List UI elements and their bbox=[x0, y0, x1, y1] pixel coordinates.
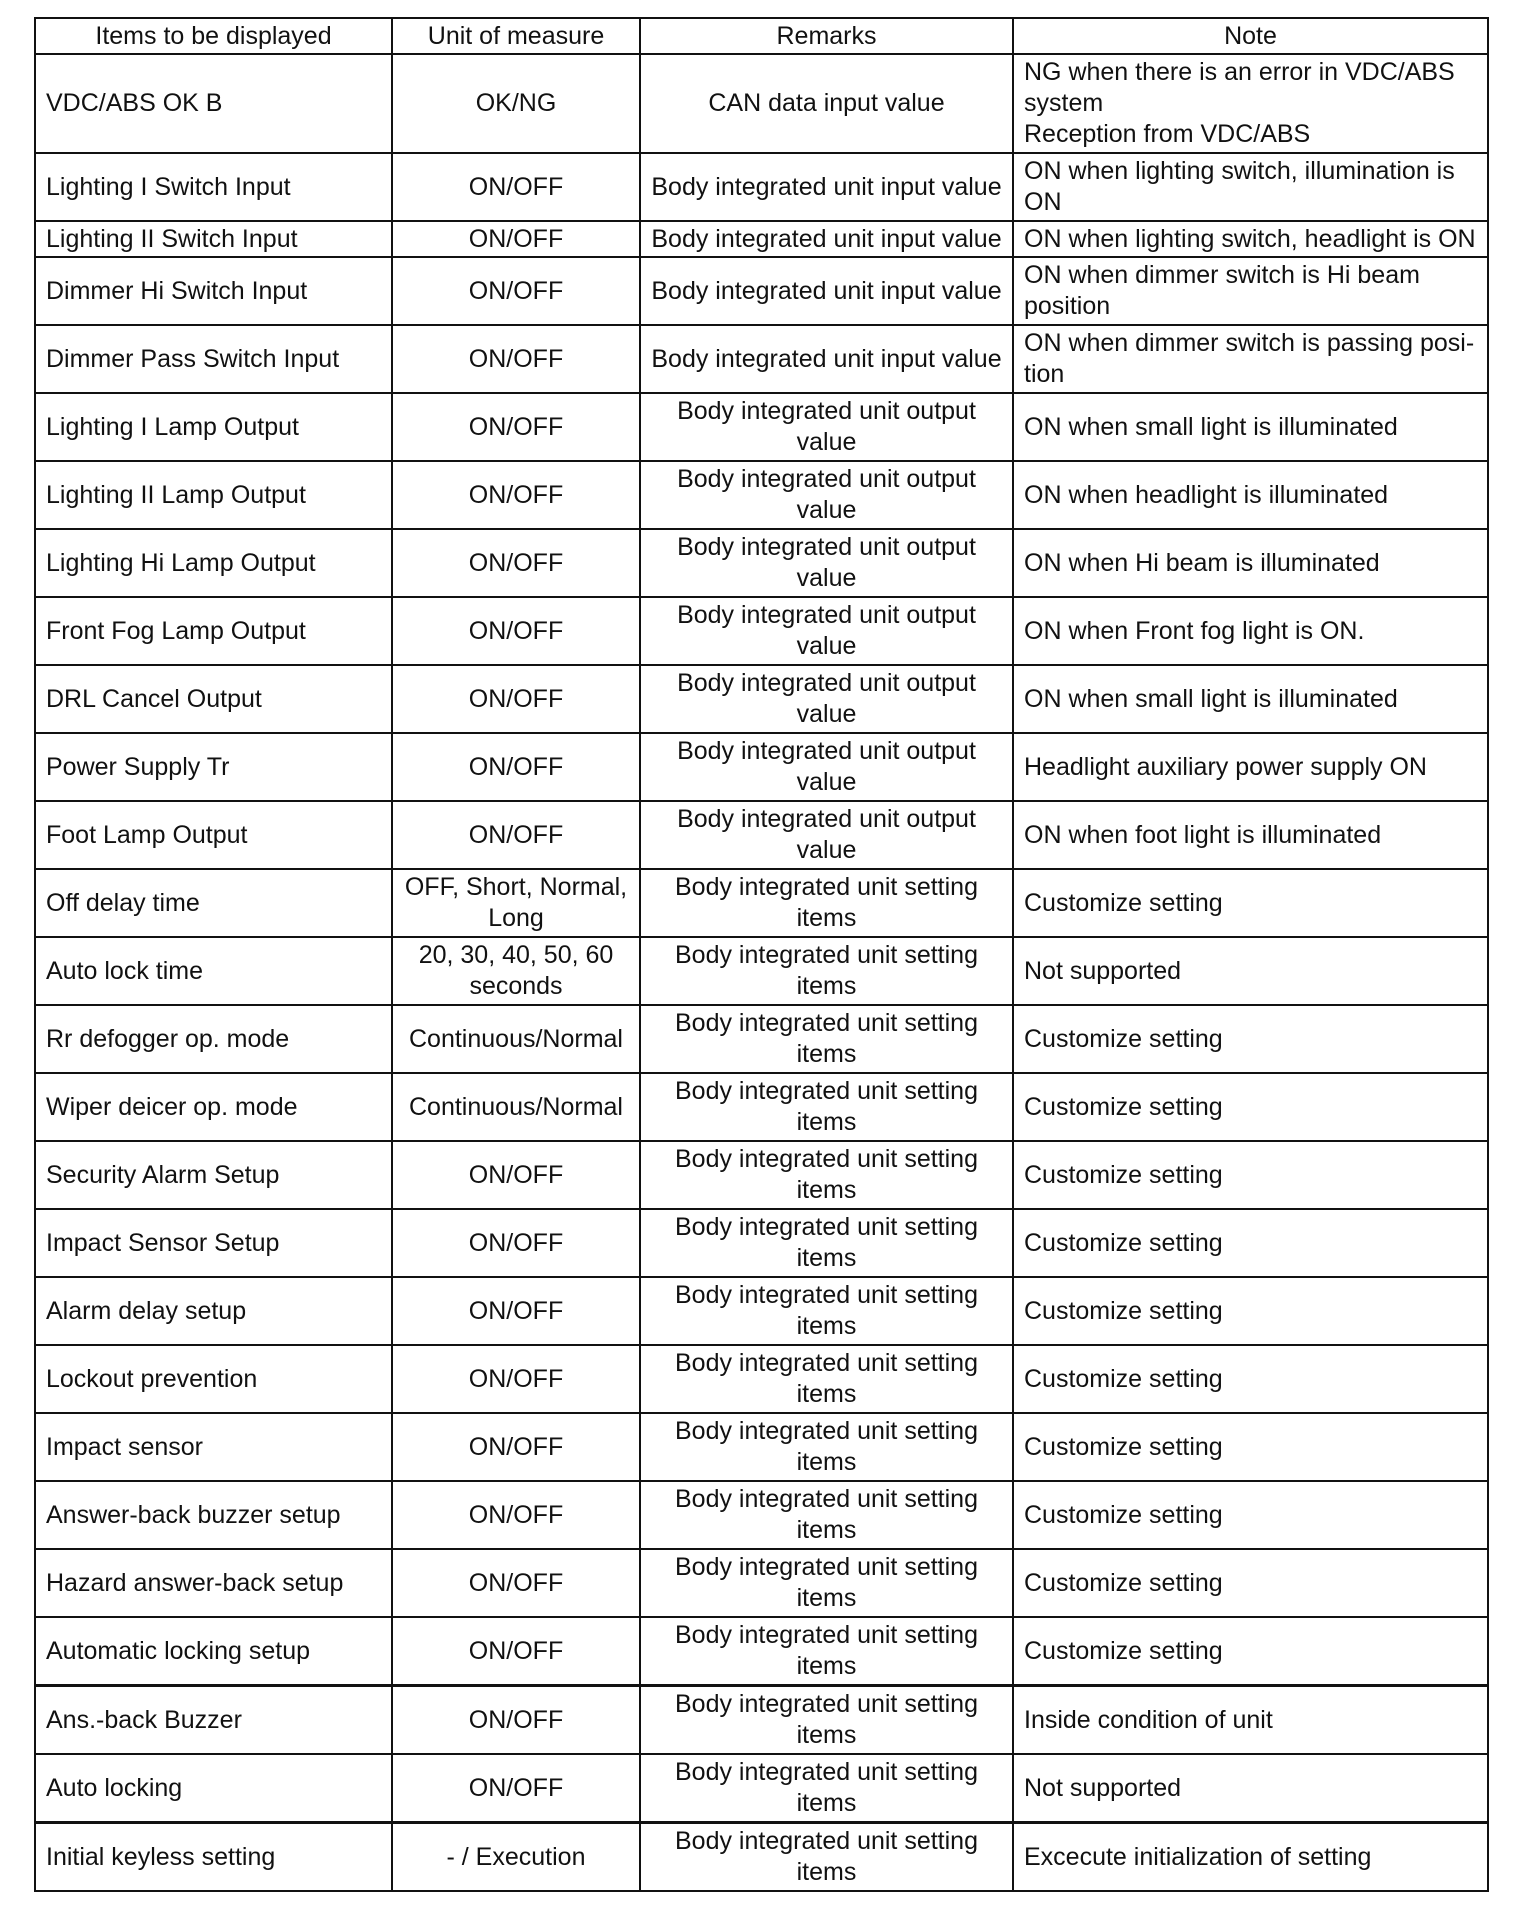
table-row bbox=[35, 1209, 1488, 1277]
table-row bbox=[35, 325, 1488, 393]
header-remarks: Remarks bbox=[640, 18, 1013, 54]
unit-cell: OFF, Short, Normal, Long bbox=[392, 869, 640, 937]
item-cell: Front Fog Lamp Output bbox=[35, 597, 392, 665]
note-cell: ON when lighting switch, headlight is ON bbox=[1013, 221, 1488, 257]
remarks-cell: Body integrated unit setting items bbox=[640, 1481, 1013, 1549]
item-cell: Lighting I Switch Input bbox=[35, 153, 392, 221]
table-row bbox=[35, 221, 1488, 257]
note-cell: ON when dimmer switch is Hi beam position bbox=[1013, 257, 1488, 325]
remarks-cell: Body integrated unit output value bbox=[640, 393, 1013, 461]
item-cell: Auto locking bbox=[35, 1754, 392, 1823]
header-note: Note bbox=[1013, 18, 1488, 54]
remarks-cell: Body integrated unit input value bbox=[640, 221, 1013, 257]
note-cell: Excecute initialization of setting bbox=[1013, 1823, 1488, 1892]
note-cell: ON when dimmer switch is passing posi- tion bbox=[1013, 325, 1488, 393]
remarks-cell: CAN data input value bbox=[640, 54, 1013, 153]
table-row bbox=[35, 1005, 1488, 1073]
remarks-cell: Body integrated unit setting items bbox=[640, 1141, 1013, 1209]
header-items: Items to be displayed bbox=[35, 18, 392, 54]
note-cell: Inside condition of unit bbox=[1013, 1686, 1488, 1755]
note-cell: ON when lighting switch, illumination is ON bbox=[1013, 153, 1488, 221]
unit-cell: ON/OFF bbox=[392, 1549, 640, 1617]
unit-cell: ON/OFF bbox=[392, 1481, 640, 1549]
remarks-cell: Body integrated unit output value bbox=[640, 801, 1013, 869]
remarks-cell: Body integrated unit setting items bbox=[640, 1617, 1013, 1686]
note-cell: Customize setting bbox=[1013, 1413, 1488, 1481]
item-cell: Lockout prevention bbox=[35, 1345, 392, 1413]
item-cell: DRL Cancel Output bbox=[35, 665, 392, 733]
item-cell: Lighting I Lamp Output bbox=[35, 393, 392, 461]
table-row bbox=[35, 257, 1488, 325]
unit-cell: ON/OFF bbox=[392, 393, 640, 461]
note-cell: Customize setting bbox=[1013, 869, 1488, 937]
note-cell: Customize setting bbox=[1013, 1481, 1488, 1549]
table-row bbox=[35, 153, 1488, 221]
item-cell: Impact sensor bbox=[35, 1413, 392, 1481]
remarks-cell: Body integrated unit output value bbox=[640, 597, 1013, 665]
header-row bbox=[35, 18, 1488, 54]
note-cell: Customize setting bbox=[1013, 1073, 1488, 1141]
item-cell: Hazard answer-back setup bbox=[35, 1549, 392, 1617]
remarks-cell: Body integrated unit output value bbox=[640, 529, 1013, 597]
remarks-cell: Body integrated unit input value bbox=[640, 325, 1013, 393]
unit-cell: 20, 30, 40, 50, 60 seconds bbox=[392, 937, 640, 1005]
table-row bbox=[35, 597, 1488, 665]
table-row bbox=[35, 1277, 1488, 1345]
note-cell: ON when foot light is illuminated bbox=[1013, 801, 1488, 869]
table-row bbox=[35, 1073, 1488, 1141]
unit-cell: ON/OFF bbox=[392, 325, 640, 393]
table-row bbox=[35, 1549, 1488, 1617]
header-unit: Unit of measure bbox=[392, 18, 640, 54]
item-cell: Dimmer Hi Switch Input bbox=[35, 257, 392, 325]
item-cell: Dimmer Pass Switch Input bbox=[35, 325, 392, 393]
note-cell: Customize setting bbox=[1013, 1277, 1488, 1345]
unit-cell: ON/OFF bbox=[392, 733, 640, 801]
unit-cell: ON/OFF bbox=[392, 1617, 640, 1686]
unit-cell: Continuous/Normal bbox=[392, 1005, 640, 1073]
table-row bbox=[35, 1754, 1488, 1823]
item-cell: Foot Lamp Output bbox=[35, 801, 392, 869]
item-cell: Initial keyless setting bbox=[35, 1823, 392, 1892]
item-cell: Power Supply Tr bbox=[35, 733, 392, 801]
table-row bbox=[35, 1686, 1488, 1755]
unit-cell: ON/OFF bbox=[392, 1209, 640, 1277]
remarks-cell: Body integrated unit setting items bbox=[640, 869, 1013, 937]
item-cell: Lighting II Lamp Output bbox=[35, 461, 392, 529]
item-cell: Lighting II Switch Input bbox=[35, 221, 392, 257]
table-row bbox=[35, 937, 1488, 1005]
note-cell: Headlight auxiliary power supply ON bbox=[1013, 733, 1488, 801]
unit-cell: ON/OFF bbox=[392, 1754, 640, 1823]
unit-cell: ON/OFF bbox=[392, 529, 640, 597]
unit-cell: ON/OFF bbox=[392, 1686, 640, 1755]
unit-cell: ON/OFF bbox=[392, 257, 640, 325]
table-row bbox=[35, 665, 1488, 733]
unit-cell: ON/OFF bbox=[392, 153, 640, 221]
note-cell: ON when small light is illuminated bbox=[1013, 665, 1488, 733]
item-cell: Alarm delay setup bbox=[35, 1277, 392, 1345]
unit-cell: ON/OFF bbox=[392, 221, 640, 257]
remarks-cell: Body integrated unit setting items bbox=[640, 1754, 1013, 1823]
table-row bbox=[35, 733, 1488, 801]
table-row bbox=[35, 461, 1488, 529]
unit-cell: OK/NG bbox=[392, 54, 640, 153]
unit-cell: ON/OFF bbox=[392, 665, 640, 733]
item-cell: Lighting Hi Lamp Output bbox=[35, 529, 392, 597]
table-row bbox=[35, 1823, 1488, 1892]
remarks-cell: Body integrated unit setting items bbox=[640, 1345, 1013, 1413]
note-cell: Customize setting bbox=[1013, 1141, 1488, 1209]
note-cell: Customize setting bbox=[1013, 1617, 1488, 1686]
table-row bbox=[35, 1481, 1488, 1549]
note-cell: Not supported bbox=[1013, 937, 1488, 1005]
table-row bbox=[35, 1141, 1488, 1209]
note-cell: ON when Front fog light is ON. bbox=[1013, 597, 1488, 665]
item-cell: Answer-back buzzer setup bbox=[35, 1481, 392, 1549]
unit-cell: ON/OFF bbox=[392, 1345, 640, 1413]
item-cell: Ans.-back Buzzer bbox=[35, 1686, 392, 1755]
data-monitor-table bbox=[34, 17, 1489, 1892]
remarks-cell: Body integrated unit output value bbox=[640, 461, 1013, 529]
table-row bbox=[35, 529, 1488, 597]
item-cell: VDC/ABS OK B bbox=[35, 54, 392, 153]
unit-cell: - / Execution bbox=[392, 1823, 640, 1892]
unit-cell: ON/OFF bbox=[392, 1413, 640, 1481]
unit-cell: Continuous/Normal bbox=[392, 1073, 640, 1141]
item-cell: Wiper deicer op. mode bbox=[35, 1073, 392, 1141]
item-cell: Security Alarm Setup bbox=[35, 1141, 392, 1209]
remarks-cell: Body integrated unit setting items bbox=[640, 1277, 1013, 1345]
remarks-cell: Body integrated unit setting items bbox=[640, 1209, 1013, 1277]
remarks-cell: Body integrated unit output value bbox=[640, 665, 1013, 733]
table-row bbox=[35, 54, 1488, 153]
table-row bbox=[35, 1345, 1488, 1413]
unit-cell: ON/OFF bbox=[392, 597, 640, 665]
table-row bbox=[35, 1413, 1488, 1481]
note-cell: Customize setting bbox=[1013, 1209, 1488, 1277]
note-cell: ON when Hi beam is illuminated bbox=[1013, 529, 1488, 597]
remarks-cell: Body integrated unit setting items bbox=[640, 1413, 1013, 1481]
note-cell: ON when small light is illuminated bbox=[1013, 393, 1488, 461]
note-cell: NG when there is an error in VDC/ABS system Reception from VDC/ABS bbox=[1013, 54, 1488, 153]
note-cell: Customize setting bbox=[1013, 1005, 1488, 1073]
note-cell: ON when headlight is illuminated bbox=[1013, 461, 1488, 529]
unit-cell: ON/OFF bbox=[392, 461, 640, 529]
remarks-cell: Body integrated unit setting items bbox=[640, 1686, 1013, 1755]
item-cell: Off delay time bbox=[35, 869, 392, 937]
unit-cell: ON/OFF bbox=[392, 1141, 640, 1209]
table-row bbox=[35, 801, 1488, 869]
remarks-cell: Body integrated unit setting items bbox=[640, 1073, 1013, 1141]
remarks-cell: Body integrated unit output value bbox=[640, 733, 1013, 801]
remarks-cell: Body integrated unit setting items bbox=[640, 1823, 1013, 1892]
note-cell: Customize setting bbox=[1013, 1549, 1488, 1617]
item-cell: Rr defogger op. mode bbox=[35, 1005, 392, 1073]
item-cell: Automatic locking setup bbox=[35, 1617, 392, 1686]
table-row bbox=[35, 869, 1488, 937]
table-row bbox=[35, 1617, 1488, 1686]
item-cell: Auto lock time bbox=[35, 937, 392, 1005]
remarks-cell: Body integrated unit setting items bbox=[640, 1005, 1013, 1073]
note-cell: Not supported bbox=[1013, 1754, 1488, 1823]
unit-cell: ON/OFF bbox=[392, 801, 640, 869]
table-row bbox=[35, 393, 1488, 461]
unit-cell: ON/OFF bbox=[392, 1277, 640, 1345]
item-cell: Impact Sensor Setup bbox=[35, 1209, 392, 1277]
remarks-cell: Body integrated unit setting items bbox=[640, 937, 1013, 1005]
remarks-cell: Body integrated unit input value bbox=[640, 153, 1013, 221]
note-cell: Customize setting bbox=[1013, 1345, 1488, 1413]
remarks-cell: Body integrated unit setting items bbox=[640, 1549, 1013, 1617]
remarks-cell: Body integrated unit input value bbox=[640, 257, 1013, 325]
